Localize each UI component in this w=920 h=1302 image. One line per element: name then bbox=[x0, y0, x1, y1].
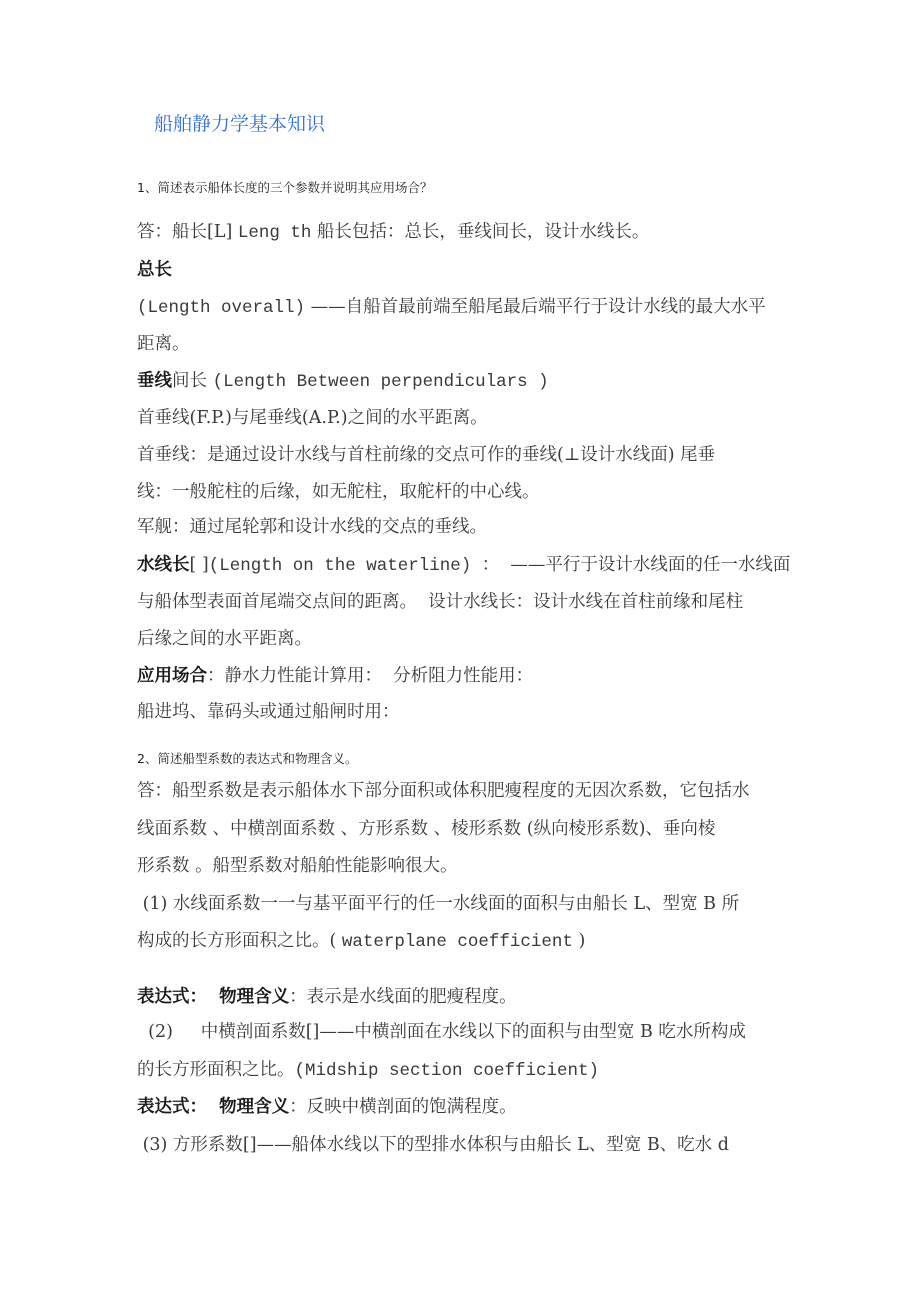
text-run: 军舰：通过尾轮郭和设计水线的交点的垂线。 bbox=[137, 517, 487, 537]
paragraph-line bbox=[137, 591, 743, 613]
paragraph-line bbox=[137, 481, 540, 503]
text-run: 线：一般舵柱的后缘，如无舵柱，取舵杆的中心线。 bbox=[137, 482, 540, 502]
text-run: (2) 中横剖面系数[]——中横剖面在水线以下的面积与由型宽 B 吃水所构成 bbox=[137, 1022, 746, 1042]
text-run: waterplane coefficient bbox=[341, 932, 573, 952]
text-run: 线面系数 、中横剖面系数 、方形系数 、棱形系数 (纵向棱形系数)、垂向棱 bbox=[137, 819, 716, 839]
bold-term: 总长 bbox=[137, 260, 172, 280]
bold-term: 表达式： 物理含义 bbox=[137, 1097, 290, 1117]
paragraph-line bbox=[137, 780, 750, 802]
paragraph-line bbox=[137, 1134, 729, 1156]
text-run: (Length Between perpendiculars ) bbox=[212, 372, 549, 392]
text-run: ：表示是水线面的肥瘦程度。 bbox=[289, 987, 517, 1007]
text-run: 构成的长方形面积之比。( bbox=[137, 931, 342, 951]
text-run: ：反映中横剖面的饱满程度。 bbox=[289, 1097, 517, 1117]
question-heading bbox=[137, 748, 357, 770]
paragraph-line bbox=[137, 296, 766, 319]
paragraph-line bbox=[137, 444, 715, 466]
text-run: Leng th bbox=[237, 223, 312, 243]
bold-term: 垂线 bbox=[137, 371, 172, 391]
document-title: 船舶静力学基本知识 bbox=[154, 113, 326, 135]
text-run: (Midship section coefficient) bbox=[294, 1061, 600, 1081]
text-run: 答：船长[L] bbox=[137, 222, 238, 242]
text-run: 首垂线(F.P.)与尾垂线(A.P.)之间的水平距离。 bbox=[137, 408, 488, 428]
text-run: 2、简述船型系数的表达式和物理含义。 bbox=[137, 751, 358, 766]
text-run: 距离。 bbox=[137, 334, 190, 354]
paragraph-line bbox=[137, 516, 487, 538]
paragraph-line bbox=[137, 930, 585, 953]
text-run: 形系数 。船型系数对船舶性能影响很大。 bbox=[137, 856, 458, 876]
paragraph-line bbox=[137, 986, 517, 1008]
bold-term: 水线长 bbox=[137, 555, 190, 575]
text-run: ——自船首最前端至船尾最后端平行于设计水线的最大水平 bbox=[305, 297, 766, 317]
paragraph-line bbox=[137, 1096, 517, 1118]
text-run: ——平行于设计水线面的任一水线面 bbox=[499, 555, 791, 575]
text-run: (Length overall) bbox=[137, 298, 306, 318]
paragraph-line bbox=[137, 701, 400, 723]
text-run: 答：船型系数是表示船体水下部分面积或体积肥瘦程度的无因次系数，它包括水 bbox=[137, 781, 750, 801]
text-run: 1、简述表示船体长度的三个参数并说明其应用场合？ bbox=[137, 180, 433, 195]
text-run: ) bbox=[572, 931, 586, 951]
text-run: 船长包括：总长，垂线间长，设计水线长。 bbox=[311, 222, 650, 242]
paragraph-line bbox=[137, 221, 649, 244]
text-run: (1) 水线面系数一一与基平面平行的任一水线面的面积与由船长 L、型宽 B 所 bbox=[137, 894, 740, 914]
paragraph-line bbox=[137, 628, 312, 650]
paragraph-line bbox=[137, 818, 715, 840]
text-run: 间长 bbox=[172, 371, 213, 391]
text-run: 船进坞、靠码头或通过船闸时用： bbox=[137, 702, 400, 722]
paragraph-line bbox=[137, 893, 739, 915]
paragraph-line bbox=[137, 370, 549, 393]
paragraph-line bbox=[137, 259, 172, 281]
paragraph-line bbox=[137, 855, 458, 877]
paragraph-line bbox=[137, 665, 533, 687]
paragraph-line bbox=[137, 1021, 746, 1043]
text-run: 的长方形面积之比。 bbox=[137, 1060, 295, 1080]
text-run: [ ] bbox=[189, 555, 209, 575]
text-run: 与船体型表面首尾端交点间的距离。 设计水线长：设计水线在首柱前缘和尾柱 bbox=[137, 592, 744, 612]
text-run: ：静水力性能计算用： 分析阻力性能用： bbox=[207, 666, 534, 686]
paragraph-line bbox=[137, 407, 488, 429]
paragraph-line bbox=[137, 1059, 599, 1082]
bold-term: 表达式： 物理含义 bbox=[137, 987, 290, 1007]
text-run: 后缘之间的水平距离。 bbox=[137, 629, 312, 649]
text-run: (3) 方形系数[]——船体水线以下的型排水体积与由船长 L、型宽 B、吃水 d bbox=[137, 1135, 729, 1155]
paragraph-line bbox=[137, 554, 790, 577]
text-run: 首垂线：是通过设计水线与首柱前缘的交点可作的垂线(⊥设计水线面) 尾垂 bbox=[137, 445, 716, 465]
question-heading bbox=[137, 177, 432, 199]
paragraph-line bbox=[137, 333, 190, 355]
bold-term: 应用场合 bbox=[137, 666, 207, 686]
text-run: (Length on the waterline) ： bbox=[208, 556, 500, 576]
